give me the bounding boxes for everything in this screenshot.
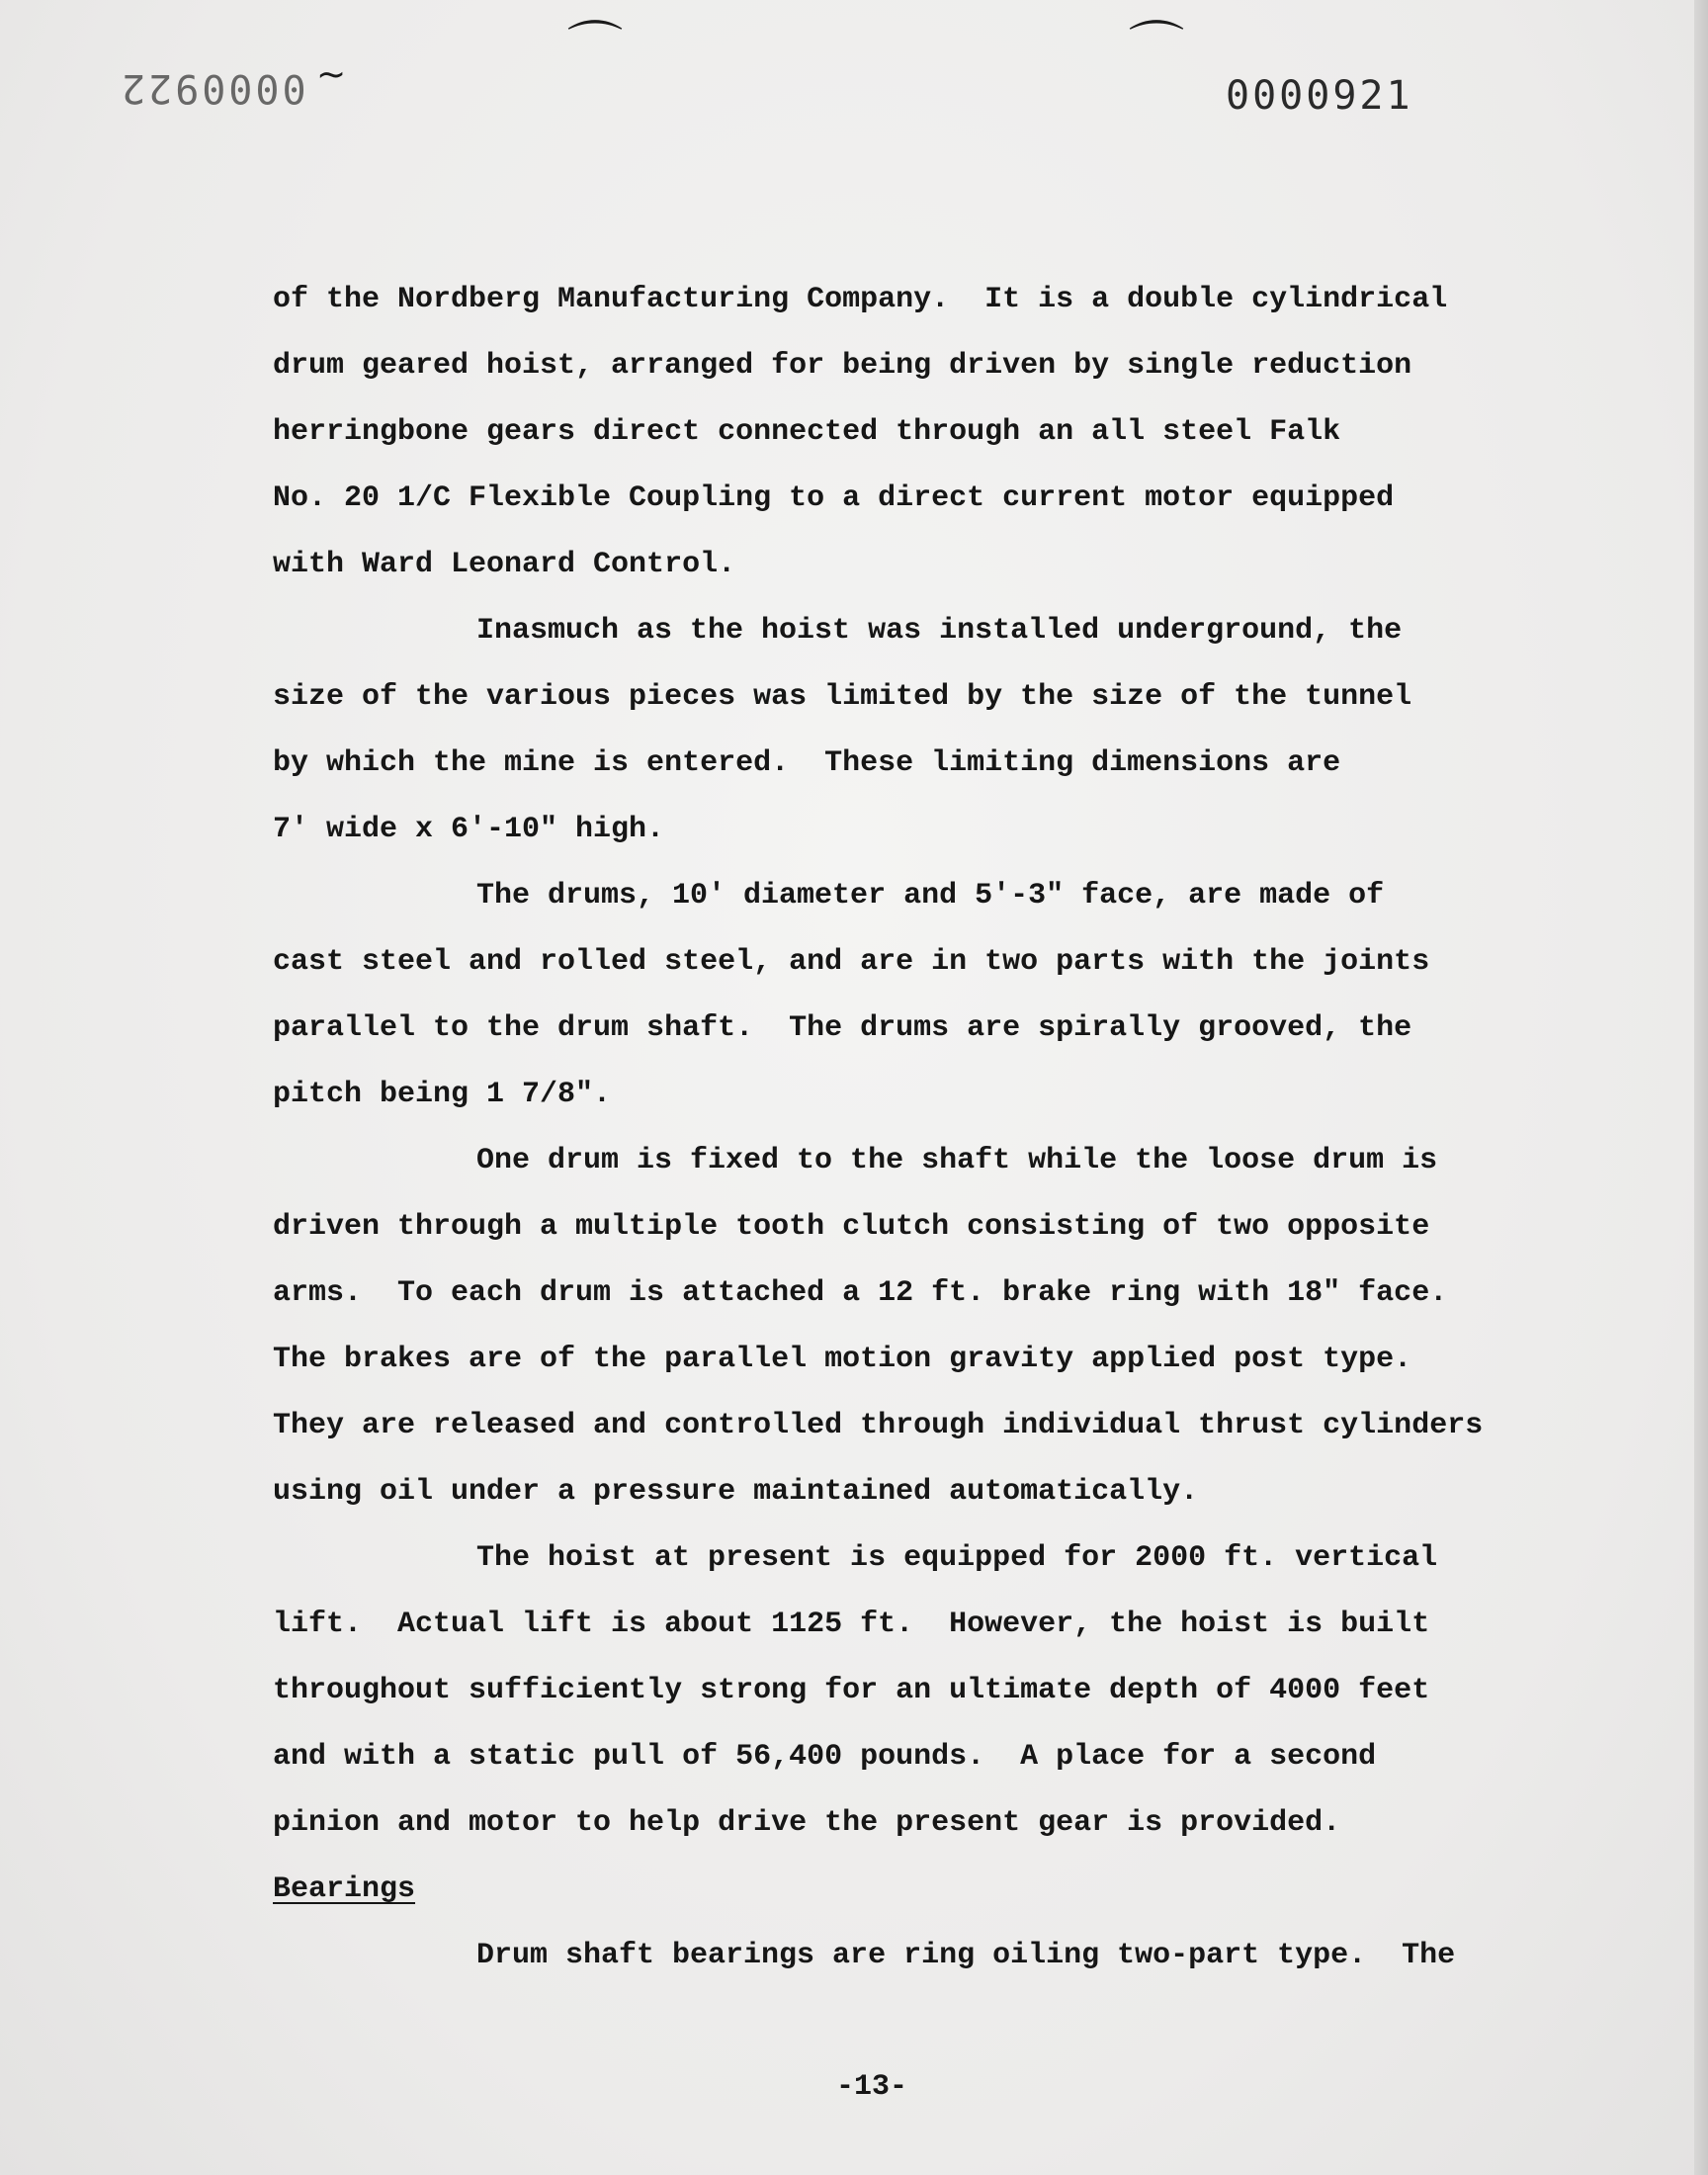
text-line: size of the various pieces was limited by the size of the tunnel: [273, 680, 1412, 714]
text-line: pitch being 1 7/8".: [273, 1078, 612, 1111]
text-line: throughout sufficiently strong for an ultimate depth of 4000 feet: [273, 1674, 1430, 1707]
binder-hole-mark-left: ⌒: [567, 17, 623, 81]
body-text: [273, 267, 1637, 1989]
text-line: The brakes are of the parallel motion gravity applied post type.: [273, 1343, 1412, 1376]
text-line: Drum shaft bearings are ring oiling two-part type. The: [476, 1939, 1456, 1972]
text-line: One drum is fixed to the shaft while the loose drum is: [476, 1144, 1438, 1177]
text-line: cast steel and rolled steel, and are in two parts with the joints: [273, 945, 1430, 979]
text-line: No. 20 1/C Flexible Coupling to a direct current motor equipped: [273, 481, 1395, 515]
text-line: lift. Actual lift is about 1125 ft. However, the hoist is built: [273, 1608, 1430, 1641]
text-line: of the Nordberg Manufacturing Company. It is a double cylindrical: [273, 283, 1448, 316]
text-line: Inasmuch as the hoist was installed underground, the: [476, 614, 1403, 648]
text-line: arms. To each drum is attached a 12 ft. brake ring with 18" face.: [273, 1276, 1448, 1310]
page-edge-shadow: [1694, 0, 1708, 2175]
binder-hole-mark-right: ⌒: [1129, 17, 1184, 81]
text-line: pinion and motor to help drive the present gear is provided.: [273, 1806, 1341, 1840]
page-number: -13-: [835, 2070, 907, 2104]
text-line: 7' wide x 6'-10" high.: [273, 813, 665, 846]
text-line: drum geared hoist, arranged for being driven by single reduction: [273, 349, 1412, 383]
text-line: using oil under a pressure maintained automatically.: [273, 1475, 1199, 1509]
page-stamp-number: 0000921: [1226, 73, 1413, 119]
text-line: They are released and controlled through individual thrust cylinders: [273, 1409, 1484, 1442]
page-stamp-mirrored: 0000922: [119, 65, 306, 111]
section-heading-bearings: Bearings: [273, 1872, 416, 1906]
text-line: and with a static pull of 56,400 pounds. A place for a second: [273, 1740, 1377, 1774]
stray-pen-mark: ~: [316, 54, 347, 95]
text-line: parallel to the drum shaft. The drums are spirally grooved, the: [273, 1011, 1412, 1045]
text-line: by which the mine is entered. These limiting dimensions are: [273, 746, 1341, 780]
text-line: The hoist at present is equipped for 2000 ft. vertical: [476, 1541, 1438, 1575]
text-line: The drums, 10' diameter and 5'-3" face, are made of: [476, 879, 1385, 913]
text-line: herringbone gears direct connected through an all steel Falk: [273, 415, 1341, 449]
text-line: with Ward Leonard Control.: [273, 548, 736, 581]
text-line: driven through a multiple tooth clutch consisting of two opposite: [273, 1210, 1430, 1244]
